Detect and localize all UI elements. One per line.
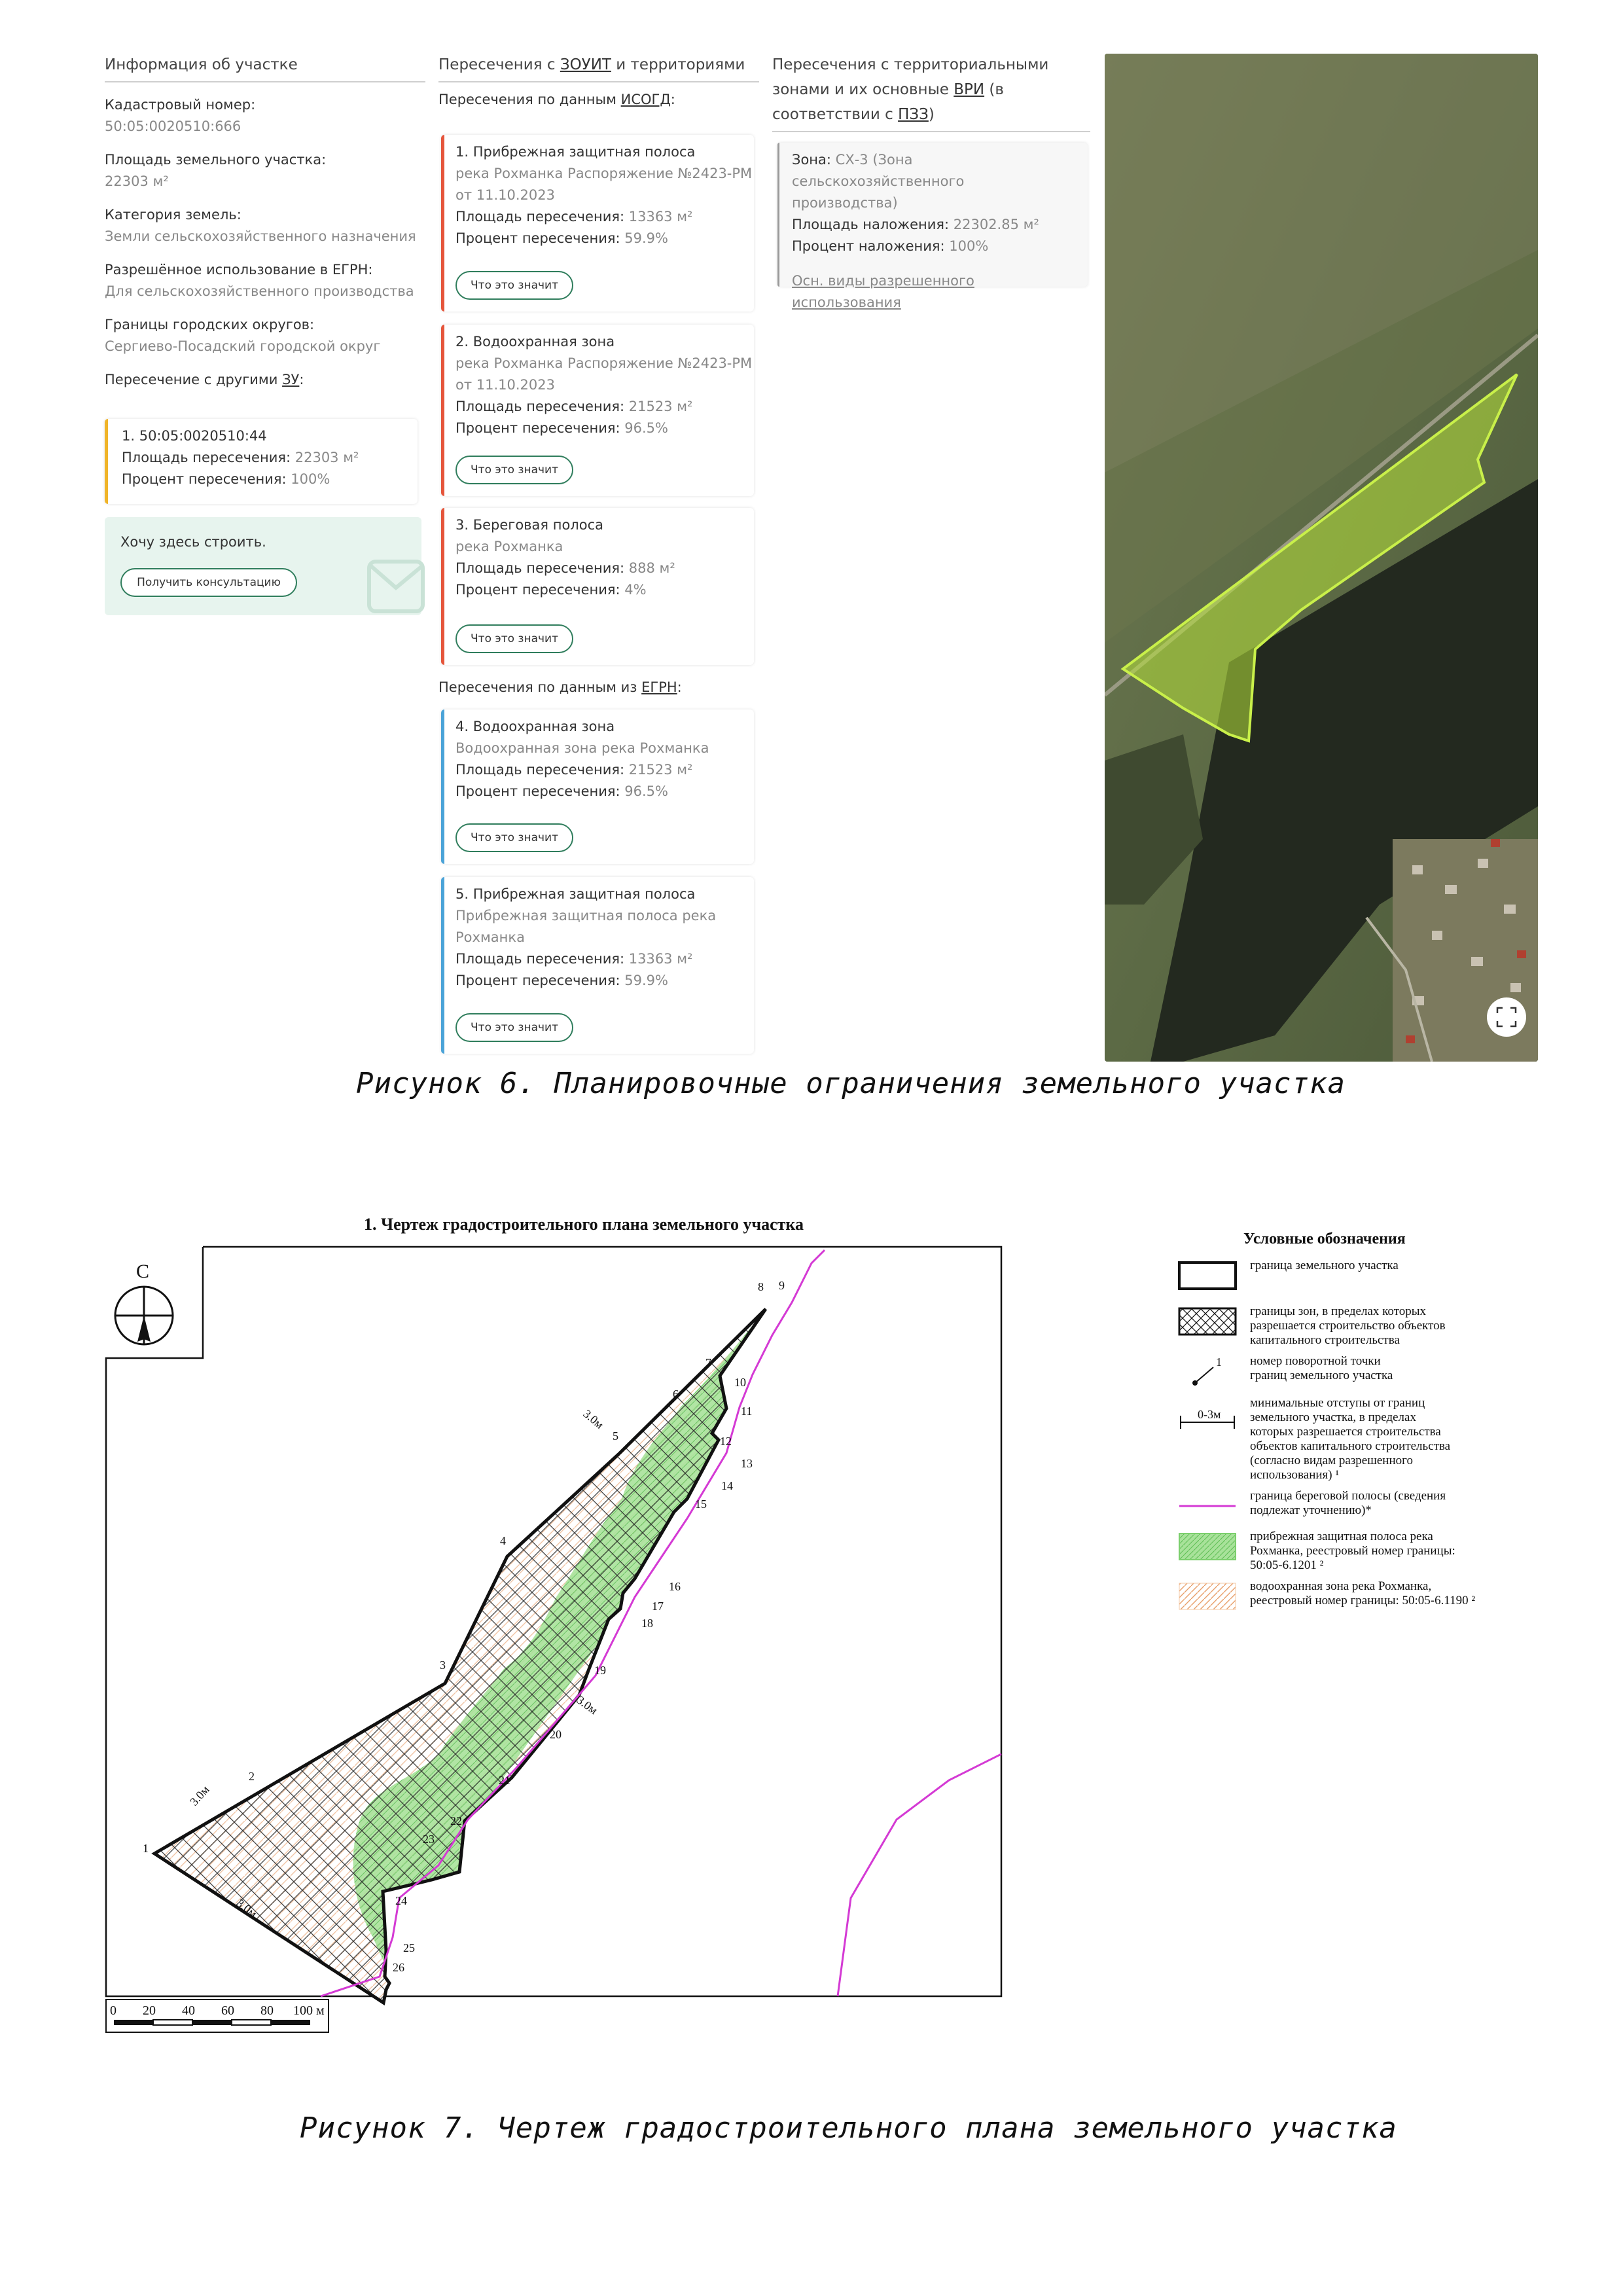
point-label: 25 bbox=[403, 1941, 415, 1954]
legend-green-box-icon bbox=[1178, 1530, 1238, 1564]
legend-text: капитального строительства bbox=[1250, 1333, 1400, 1347]
zouit-card bbox=[441, 135, 754, 312]
vri-main-link[interactable]: Осн. виды разрешенного использования bbox=[792, 273, 974, 310]
legend-text: разрешается строительство объектов bbox=[1250, 1319, 1446, 1333]
point-label: 10 bbox=[734, 1376, 746, 1389]
legend-item bbox=[1178, 1396, 1544, 1482]
point-label: 7 bbox=[705, 1356, 711, 1369]
parcel-field bbox=[105, 149, 425, 192]
legend-text: Рохманка, реестровый номер границы: bbox=[1250, 1544, 1455, 1558]
card-desc: от 11.10.2023 bbox=[455, 187, 555, 203]
point-label: 23 bbox=[423, 1833, 435, 1846]
legend-text: земельного участка, в пределах bbox=[1250, 1410, 1416, 1424]
legend-magenta-line-icon bbox=[1178, 1489, 1238, 1523]
legend-text: которых разрешается строительства bbox=[1250, 1425, 1441, 1439]
field-value: 22303 м² bbox=[105, 173, 169, 189]
zones-title: Пересечения с территориальными зонами и их основные ВРИ (в соответствии с ПЗЗ) bbox=[772, 52, 1090, 132]
north-label: С bbox=[136, 1261, 150, 1282]
legend-item bbox=[1178, 1259, 1544, 1293]
what-it-means-button[interactable]: Что это значит bbox=[455, 456, 573, 484]
card-pct: Процент пересечения: 4% bbox=[455, 582, 647, 598]
point-label: 22 bbox=[450, 1814, 462, 1827]
field-label: Площадь земельного участка: bbox=[105, 152, 327, 168]
card-desc: река Рохманка Распоряжение №2423-РМ bbox=[455, 355, 753, 371]
caption-figure-7: Рисунок 7. Чертеж градостроительного плана земельного участка bbox=[300, 2111, 1397, 2145]
legend-text: использования) ¹ bbox=[1250, 1468, 1340, 1482]
legend-item bbox=[1178, 1354, 1544, 1388]
card-area: Площадь пересечения: 21523 м² bbox=[455, 399, 693, 414]
legend-item bbox=[1178, 1530, 1544, 1573]
point-label: 16 bbox=[669, 1580, 681, 1593]
legend-text: граница земельного участка bbox=[1250, 1259, 1399, 1272]
card-title: 3. Береговая полоса bbox=[455, 517, 603, 533]
point-label: 21 bbox=[499, 1774, 510, 1787]
legend-text: минимальные отступы от границ bbox=[1250, 1396, 1425, 1410]
parcel-fields bbox=[105, 94, 425, 357]
what-it-means-button[interactable]: Что это значит bbox=[455, 624, 573, 653]
north-arrow-icon bbox=[115, 1261, 173, 1344]
fullscreen-icon[interactable] bbox=[1487, 997, 1526, 1037]
point-label: 6 bbox=[673, 1388, 679, 1401]
legend-text: подлежат уточнению)* bbox=[1250, 1503, 1372, 1517]
legend-hatch-box-icon bbox=[1178, 1304, 1238, 1338]
intersect-card-area: Площадь пересечения: 22303 м² bbox=[122, 450, 359, 465]
egrn-header: Пересечения по данным из ЕГРН: bbox=[438, 679, 682, 695]
what-it-means-button[interactable]: Что это значит bbox=[455, 271, 573, 300]
zone-card bbox=[777, 143, 1088, 310]
legend-text: прибрежная защитная полоса река bbox=[1250, 1530, 1433, 1543]
card-area: Площадь пересечения: 21523 м² bbox=[455, 762, 693, 778]
offset-label-2: 3.0м bbox=[234, 1896, 260, 1921]
point-label: 14 bbox=[721, 1479, 733, 1492]
card-title: 5. Прибрежная защитная полоса bbox=[455, 886, 696, 902]
legend-orange-hatch-icon bbox=[1178, 1579, 1238, 1613]
parcel-info-column bbox=[105, 52, 425, 589]
scale-label: 80 bbox=[260, 2003, 274, 2018]
point-label: 9 bbox=[779, 1279, 785, 1292]
legend-text: реестровый номер границы: 50:05-6.1190 ² bbox=[1250, 1594, 1476, 1607]
point-label: 18 bbox=[641, 1617, 653, 1630]
parcel-info-screenshot bbox=[98, 39, 1538, 1060]
field-value: Сергиево-Посадский городской округ bbox=[105, 338, 381, 354]
pzz-link[interactable]: ПЗЗ bbox=[898, 106, 929, 123]
offset-label-4: 3.0м bbox=[574, 1693, 600, 1717]
field-value: Для сельскохозяйственного производства bbox=[105, 283, 414, 299]
point-label: 13 bbox=[741, 1457, 753, 1470]
point-label: 24 bbox=[395, 1894, 407, 1907]
legend-text: 50:05-6.1201 ² bbox=[1250, 1558, 1324, 1572]
offset-label-1: 3.0м bbox=[187, 1783, 212, 1808]
zouit-column bbox=[438, 52, 759, 1034]
zouit-link[interactable]: ЗОУИТ bbox=[560, 56, 611, 73]
legend-item bbox=[1178, 1489, 1544, 1523]
intersect-other-label: Пересечение с другими ЗУ: bbox=[105, 372, 304, 387]
scale-label: 20 bbox=[143, 2003, 156, 2018]
card-desc: Рохманка bbox=[455, 929, 525, 945]
card-title: 2. Водоохранная зона bbox=[455, 334, 615, 350]
card-pct: Процент пересечения: 96.5% bbox=[455, 783, 668, 799]
card-area: Площадь пересечения: 13363 м² bbox=[455, 951, 693, 967]
legend bbox=[1178, 1230, 1544, 1620]
scale-bar bbox=[106, 2000, 329, 2032]
point-label: 20 bbox=[550, 1728, 562, 1741]
zone-name: Зона: СХ-3 (Зона сельскохозяйственного bbox=[792, 152, 965, 189]
isogd-link[interactable]: ИСОГД bbox=[620, 92, 671, 107]
parcel-field bbox=[105, 204, 425, 247]
consult-text: Хочу здесь строить. bbox=[120, 534, 266, 550]
intersect-card-number: 1. 50:05:0020510:44 bbox=[122, 428, 267, 444]
consult-button[interactable]: Получить консультацию bbox=[120, 568, 297, 597]
card-title: 4. Водоохранная зона bbox=[455, 719, 615, 734]
zouit-card bbox=[441, 325, 754, 496]
gpzu-drawing bbox=[98, 1244, 1027, 2042]
legend-point-marker-icon bbox=[1178, 1354, 1238, 1388]
legend-boundary-box-icon bbox=[1178, 1259, 1238, 1293]
point-label: 2 bbox=[249, 1770, 255, 1783]
legend-offset-dim-icon bbox=[1178, 1396, 1238, 1430]
zu-link[interactable]: ЗУ bbox=[282, 372, 300, 387]
point-label: 1 bbox=[143, 1842, 149, 1855]
point-label: 26 bbox=[393, 1961, 404, 1974]
scale-label: 0 bbox=[110, 2003, 116, 2018]
field-label: Границы городских округов: bbox=[105, 317, 315, 332]
parcel-field bbox=[105, 314, 425, 357]
legend-text: (согласно видам разрешенного bbox=[1250, 1454, 1413, 1467]
point-label: 8 bbox=[758, 1280, 764, 1293]
scale-label: 60 bbox=[221, 2003, 234, 2018]
drawing-title: 1. Чертеж градостроительного плана земельного участка bbox=[364, 1215, 804, 1234]
scale-label: 100 м bbox=[293, 2003, 325, 2018]
intersect-card-pct: Процент пересечения: 100% bbox=[122, 471, 330, 487]
point-label: 4 bbox=[500, 1534, 506, 1547]
card-desc: от 11.10.2023 bbox=[455, 377, 555, 393]
field-value: Земли сельскохозяйственного назначения bbox=[105, 228, 416, 244]
point-label: 11 bbox=[741, 1405, 753, 1418]
field-label: Разрешённое использование в ЕГРН: bbox=[105, 262, 373, 278]
card-area: Площадь пересечения: 13363 м² bbox=[455, 209, 693, 224]
zones-column bbox=[772, 52, 1090, 310]
point-label: 5 bbox=[613, 1429, 618, 1443]
consult-panel bbox=[105, 517, 421, 615]
parcel-info-title: Информация об участке bbox=[105, 52, 425, 82]
offset-label-3: 3.0м bbox=[580, 1407, 607, 1431]
legend-text: граница береговой полосы (сведения bbox=[1250, 1489, 1446, 1503]
card-desc: Прибрежная защитная полоса река bbox=[455, 908, 717, 924]
satellite-map[interactable] bbox=[1105, 54, 1538, 1062]
legend-marker: 1 bbox=[1216, 1355, 1222, 1369]
legend-text: номер поворотной точки bbox=[1250, 1354, 1381, 1368]
parcel-field bbox=[105, 259, 425, 302]
field-label: Категория земель: bbox=[105, 207, 241, 223]
card-desc: река Рохманка bbox=[455, 539, 563, 554]
zouit-card bbox=[441, 508, 754, 665]
caption-figure-6: Рисунок 6. Планировочные ограничения земельного участка bbox=[356, 1067, 1346, 1100]
zone-area: Площадь наложения: 22302.85 м² bbox=[792, 217, 1039, 232]
zone-pct: Процент наложения: 100% bbox=[792, 238, 989, 254]
card-title: 1. Прибрежная защитная полоса bbox=[455, 144, 696, 160]
card-desc: Водоохранная зона река Рохманка bbox=[455, 740, 709, 756]
legend-text: границ земельного участка bbox=[1250, 1369, 1393, 1382]
point-label: 19 bbox=[594, 1664, 606, 1677]
point-label: 12 bbox=[720, 1435, 732, 1448]
zouit-card bbox=[441, 877, 754, 1054]
isogd-header: Пересечения по данным ИСОГД: bbox=[438, 92, 675, 107]
legend-text: границы зон, в пределах которых bbox=[1250, 1304, 1426, 1318]
point-label: 17 bbox=[652, 1600, 664, 1613]
intersect-card bbox=[105, 419, 418, 504]
card-area: Площадь пересечения: 888 м² bbox=[455, 560, 675, 576]
card-pct: Процент пересечения: 96.5% bbox=[455, 420, 668, 436]
card-pct: Процент пересечения: 59.9% bbox=[455, 973, 668, 988]
zouit-card bbox=[441, 709, 754, 864]
legend-marker: 0-3м bbox=[1198, 1408, 1221, 1421]
card-desc: река Рохманка Распоряжение №2423-РМ bbox=[455, 166, 753, 181]
legend-title: Условные обозначения bbox=[1243, 1230, 1406, 1247]
point-label: 3 bbox=[440, 1659, 446, 1672]
field-value: 50:05:0020510:666 bbox=[105, 118, 241, 134]
vri-link[interactable]: ВРИ bbox=[954, 81, 985, 98]
field-label: Кадастровый номер: bbox=[105, 97, 256, 113]
legend-text: водоохранная зона река Рохманка, bbox=[1250, 1579, 1432, 1593]
legend-text: объектов капитального строительства bbox=[1250, 1439, 1451, 1453]
parcel-field bbox=[105, 94, 425, 137]
what-it-means-button[interactable]: Что это значит bbox=[455, 823, 573, 852]
legend-item bbox=[1178, 1304, 1544, 1348]
envelope-icon bbox=[366, 558, 425, 615]
satellite-image bbox=[1105, 54, 1538, 1062]
zone-name-cont: производства) bbox=[792, 195, 898, 211]
card-pct: Процент пересечения: 59.9% bbox=[455, 230, 668, 246]
point-label: 15 bbox=[695, 1498, 707, 1511]
egrn-link[interactable]: ЕГРН bbox=[641, 679, 677, 695]
what-it-means-button[interactable]: Что это значит bbox=[455, 1013, 573, 1042]
scale-label: 40 bbox=[182, 2003, 195, 2018]
legend-items bbox=[1178, 1259, 1544, 1613]
zouit-title: Пересечения с ЗОУИТ и территориями bbox=[438, 52, 759, 82]
legend-item bbox=[1178, 1579, 1544, 1613]
